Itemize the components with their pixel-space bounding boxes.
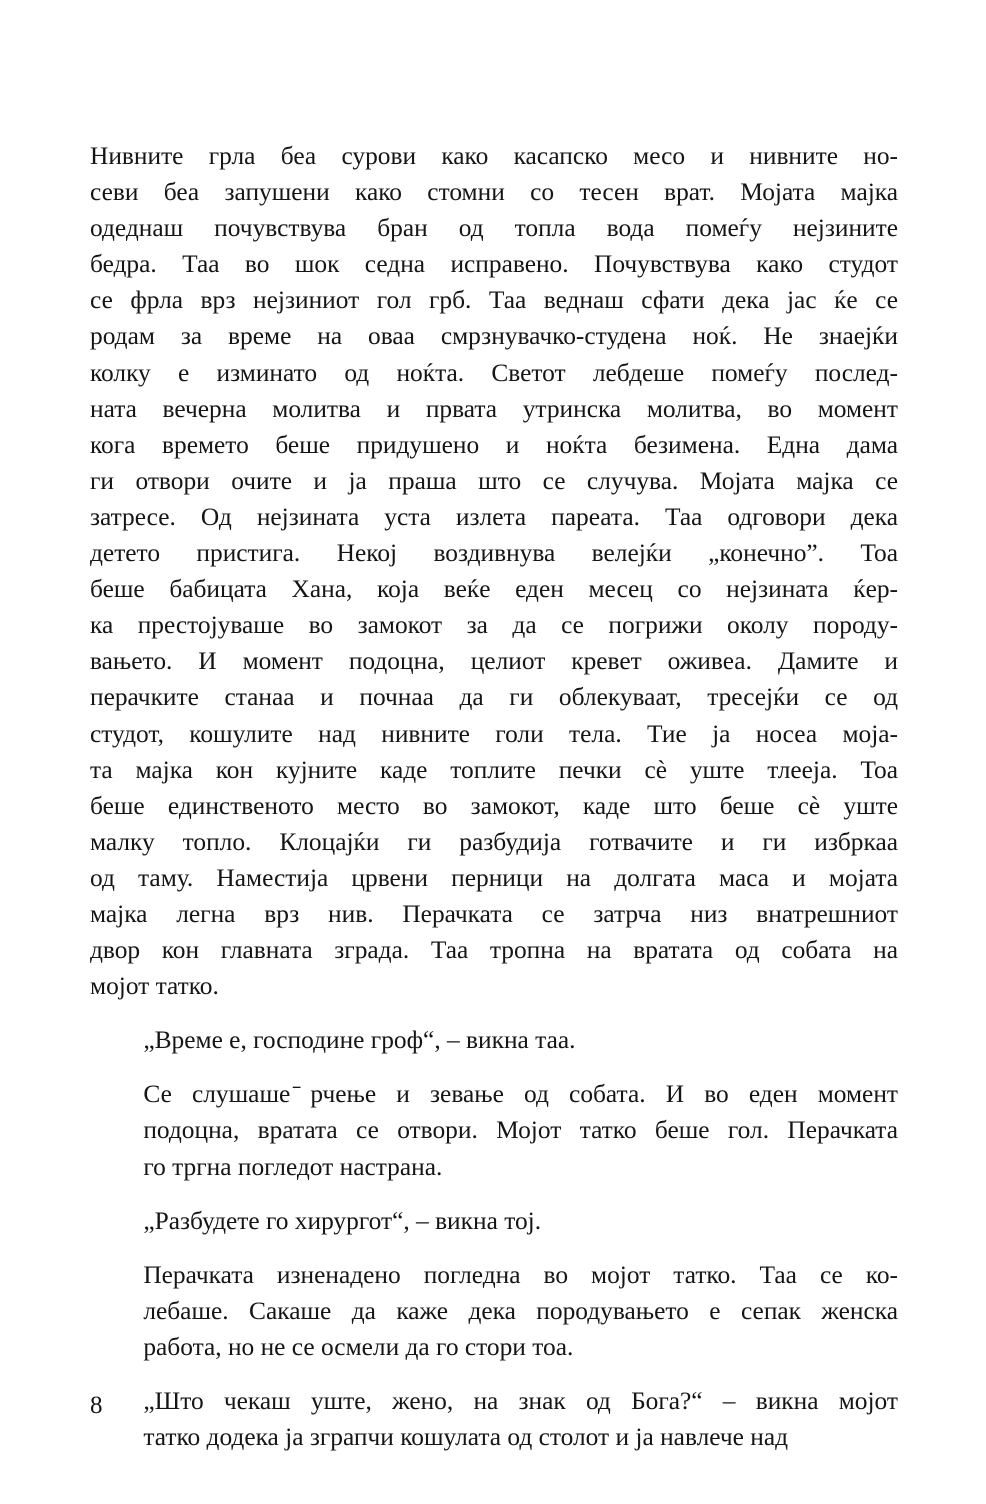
text-line: ната вечерна молитва и првата утринска молитва, во момент — [90, 394, 898, 423]
text-line: малку топло. Клоцајќи ги разбудија готвачите и ги избркаа — [90, 827, 898, 856]
text-line: татко додека ја зграпчи кошулата од столот и ја навлече над — [143, 1423, 789, 1452]
text-line: Нивните грла беа сурови како касапско месо и нивните но- — [90, 142, 898, 170]
text-line: бедра. Таа во шок седна исправено. Почувствува како студот — [90, 250, 898, 279]
page-number: 8 — [90, 1392, 103, 1419]
text-line: Се слушаше ̄рчење и зевање од собата. И во еден момент — [143, 1080, 898, 1109]
text-line: работа, но не се осмели да го стори тоа. — [143, 1332, 574, 1361]
text-line: мајка легна врз нив. Перачката се затрча низ внатрешниот — [90, 899, 898, 928]
text-line: Перачката изненадено погледна во мојот татко. Таа се ко- — [143, 1260, 898, 1289]
text-line: та мајка кон кујните каде топлите печки сè уште тлееја. Тоа — [90, 755, 898, 784]
text-line: затресе. Од нејзината уста излета пареата. Таа одговори дека — [90, 502, 898, 531]
text-line: студот, кошулите над нивните голи тела. Тие ја носеа моја- — [90, 719, 898, 748]
text-line: ги отвори очите и ја праша што се случува. Мојата мајка се — [90, 466, 898, 495]
paragraph — [90, 138, 898, 1004]
text-line: колку е изминато од ноќта. Светот лебдеше помеѓу послед- — [90, 358, 898, 387]
paragraph — [90, 1022, 898, 1058]
text-line: ка престојуваше во замокот за да се погрижи околу породу- — [90, 611, 898, 640]
paragraph — [90, 1257, 898, 1365]
text-line: подоцна, вратата се отвори. Мојот татко беше гол. Перачката — [143, 1116, 898, 1145]
paragraph — [90, 1076, 898, 1184]
text-line: детето пристига. Некој воздивнува велејќи „конечно”. Тоа — [90, 539, 898, 568]
text-line: од таму. Наместија црвени перници на долгата маса и мојата — [90, 863, 898, 892]
paragraph — [90, 1203, 898, 1239]
text-line: „Што чекаш уште, жено, на знак од Бога?“ – викна мојот — [143, 1387, 898, 1415]
paragraph — [90, 1383, 898, 1455]
text-line: „Разбудете го хирургот“, – викна тој. — [143, 1206, 542, 1235]
text-line: го тргна погледот настрана. — [143, 1152, 443, 1181]
text-line: „Време е, господине гроф“, – викна таа. — [143, 1026, 576, 1055]
text-line: перачките станаа и почнаа да ги облекуваат, тресејќи се од — [90, 683, 898, 712]
text-line: севи беа запушени како стомни со тесен врат. Мојата мајка — [90, 178, 898, 207]
page-text-body — [90, 138, 898, 1455]
text-line: се фрла врз нејзиниот гол грб. Таа веднаш сфати дека јас ќе се — [90, 286, 898, 315]
text-line: вањето. И момент подоцна, целиот кревет оживеа. Дамите и — [90, 647, 898, 676]
text-line: родам за време на оваа смрзнувачко-студена ноќ. Не знаејќи — [90, 322, 898, 351]
text-line: одеднаш почувствува бран од топла вода помеѓу нејзините — [90, 214, 898, 243]
text-line: беше бабицата Хана, која веќе еден месец со нејзината ќер- — [90, 575, 898, 604]
text-line: двор кон главната зграда. Таа тропна на вратата од собата на — [90, 936, 898, 965]
text-line: лебаше. Сакаше да каже дека породувањето е сепак женска — [143, 1296, 898, 1325]
text-line: мојот татко. — [90, 972, 219, 1001]
text-line: кога времето беше придушено и ноќта безимена. Една дама — [90, 430, 898, 459]
text-line: беше единственото место во замокот, каде што беше сè уште — [90, 791, 898, 820]
